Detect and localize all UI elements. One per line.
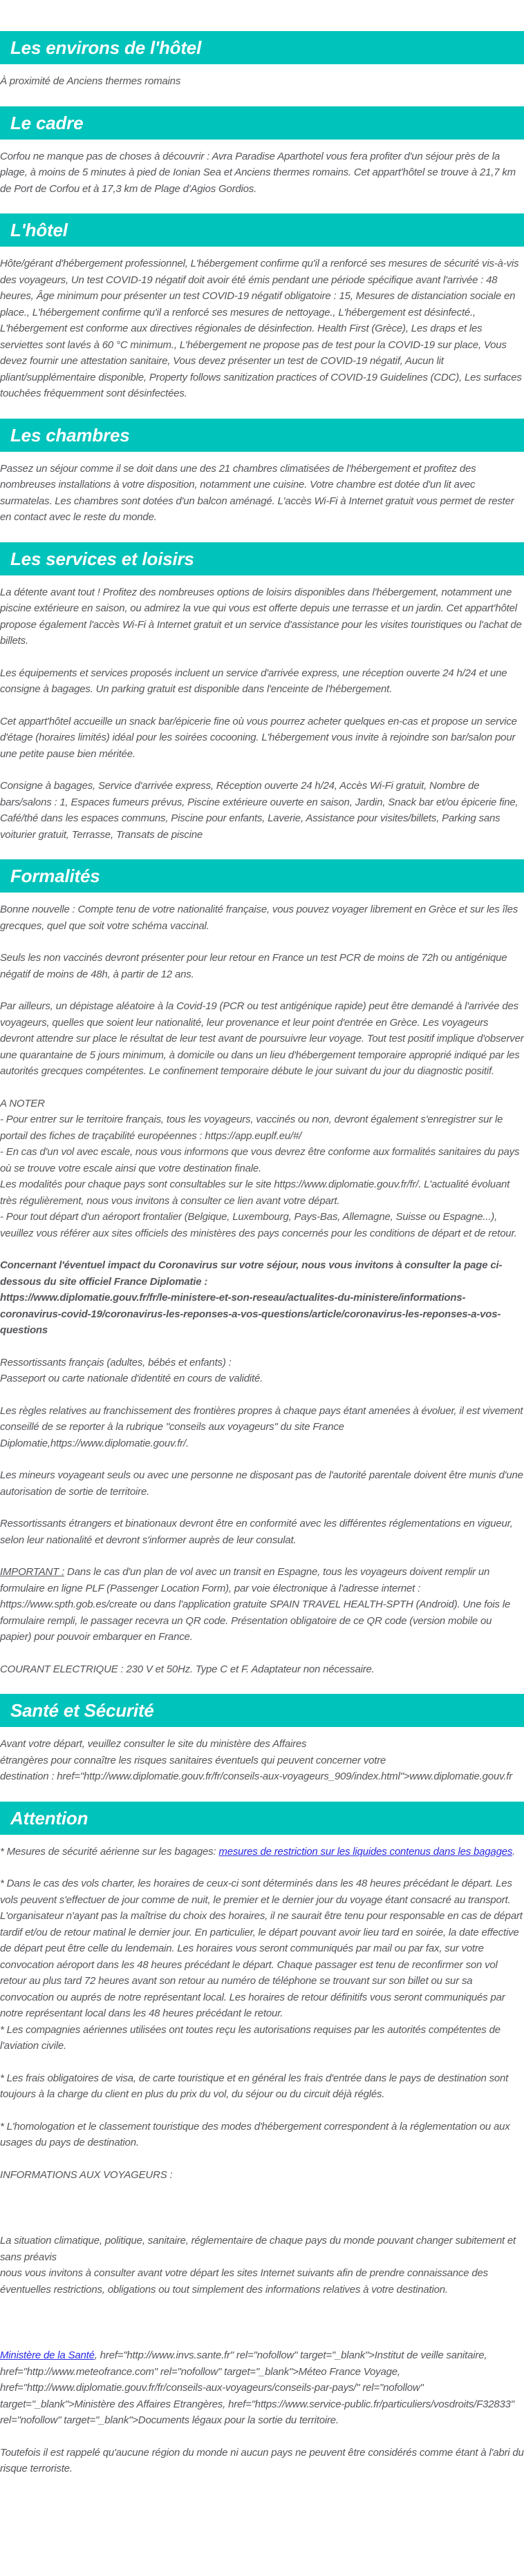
section-title-le-cadre: Le cadre [0, 106, 524, 140]
section-title-attention: Attention [0, 1802, 524, 1835]
affaires-etrangeres-documents-text: href="http://www.diplomatie.gouv.fr/fr/conseils-aux-voyageurs/conseils-par-pays/" rel="nofollow" target="_blank">Ministère des Affaires Etrangères, href="https://www.service-public.fr/particuliers/vosdroits/F32833" rel="nofollow" target="_blank">Documents légaux pour la sortie du territoire. [0, 2382, 514, 2426]
a-noter-modalites-line: Les modalités pour chaque pays sont consultables sur le site https://www.diplomatie.gouv.fr/fr/. L'actualité évoluant très régulièrement, nous vous invitons à consulter ce lien avant votre départ. [0, 1179, 510, 1207]
visa-fees-text: * Les frais obligatoires de visa, de carte touristique et en général les frais d'entrée dans le pays de destination sont toujours à la charge du client en plus du prix du vol, du séjour ou du circuit déjà réglés. [0, 2072, 509, 2100]
coronavirus-impact-text: Concernant l'éventuel impact du Coronavirus sur votre séjour, nous vous invitons à consulter la page ci-dessous du site officiel France Diplomatie : [0, 1259, 503, 1288]
mineurs-text: Les mineurs voyageant seuls ou avec une personne ne disposant pas de l'autorité parentale doivent être munis d'une autorisation de sortie de territoire. [0, 1469, 523, 1498]
traveler-links-block [0, 2347, 524, 2429]
a-noter-aeroport-frontalier-line: - Pour tout départ d'un aéroport frontalier (Belgique, Luxembourg, Pays-Bas, Allemagne, Suisse ou Espagne...), veuillez vous référer aux sites officiels des ministères des pays concernés pour les conditions de départ et de retour. [0, 1211, 517, 1239]
sante-advisory-line3: destination : href="http://www.diplomatie.gouv.fr/fr/conseils-aux-voyageurs_909/index.html">www.diplomatie.gouv.fr [0, 1771, 513, 1782]
important-spain-transit-paragraph [0, 1564, 524, 1645]
ministere-sante-link[interactable]: Ministère de la Santé [0, 2349, 95, 2361]
section-le-cadre [0, 106, 524, 198]
formalites-a-noter-block [0, 1096, 524, 1242]
section-title-sante-securite: Santé et Sécurité [0, 1694, 524, 1727]
section-formalites [0, 859, 524, 1677]
courant-electrique-text: COURANT ELECTRIQUE : 230 V et 50Hz. Type C et F. Adaptateur non nécessaire. [0, 1663, 375, 1675]
services-amenities-list: Consigne à bagages, Service d'arrivée express, Réception ouverte 24 h/24, Accès Wi-Fi gratuit, Nombre de bars/salons : 1, Espaces fumeurs prévus, Piscine extérieure ouverte en saison, Jardin, Snack bar et/ou épicerie fine, Café/thé dans les espaces communs, Piscine pour enfants, Laverie, Assistance pour visites/billets, Parking sans voiturier gratuit, Terrasse, Transats de piscine [0, 780, 518, 841]
homologation-text: * L'homologation et le classement touristique des modes d'hébergement correspondent à la réglementation ou aux usages du pays de destination. [0, 2120, 510, 2148]
services-snackbar-text: Cet appart'hôtel accueille un snack bar/épicerie fine où vous pourrez acheter quelques en-cas et propose un service d'étage (horaires limités) idéal pour les soirées cocooning. L'hébergement vous invite à rejoindre son bar/salon pour une petite pause bien méritée. [0, 715, 517, 760]
sante-advisory-line2: étrangères pour connaître les risques sanitaires éventuels qui peuvent concerner votre [0, 1754, 386, 1766]
section-title-services-loisirs: Les services et loisirs [0, 542, 524, 575]
regles-frontieres-text: Les règles relatives au franchissement des frontières propres à chaque pays étant amenées à évoluer, il est vivement conseillé de se reporter à la rubrique "conseils aux voyageurs" du site France Diplomatie,https://www.diplomatie.gouv.fr/. [0, 1404, 523, 1449]
baggage-measures-paragraph [0, 1844, 524, 1860]
charter-flights-text: * Dans le cas des vols charter, les horaires de ceux-ci sont déterminés dans les 48 heures précédant le départ. Les vols peuvent s'effectuer de jour comme de nuit, le premier et le dernier jour du voyage étant consacré au transport. L'organisateur n'ayant pas la maîtrise du choix des horaires, il ne saurait être tenu pour responsable en cas de départ tardif et/ou de retour matinal le dernier jour. En particulier, le départ pouvant avoir lieu tard en soirée, la date effective de départ peut être celle du lendemain. Les horaires vous seront communiqués par mail ou par fax, sur votre convocation aéroport dans les 48 heures précédant le départ. Chaque passager est tenu de reconfirmer son vol retour au plus tard 72 heures avant son retour au numéro de téléphone se trouvant sur son billet ou sur sa convocation ou auprés de notre représentant local. Les horaires de retour définitifs vous seront communiqués par notre représentant local dans les 48 heures précédant le retour. [0, 1878, 523, 2019]
services-equipment-text: Les équipements et services proposés incluent un service d'arrivée express, une réception ouverte 24 h/24 et une consigne à bagages. Un parking gratuit est disponible dans l'enceinte de l'hébergement. [0, 667, 507, 695]
section-title-les-environs: Les environs de l'hôtel [0, 31, 524, 64]
section-title-hotel: L'hôtel [0, 213, 524, 247]
formalites-depistage-text: Par ailleurs, un dépistage aléatoire à la Covid-19 (PCR ou test antigénique rapide) peut être demandé à l'arrivée des voyageurs, quelles que soient leur nationalité, leur provenance et leur point d'entrée en Grèce. Les voyageurs devront attendre sur place le résultat de leur test avant de poursuivre leur voyage. Tout test positif implique d'observer une quarantaine de 5 jours minimum, à domicile ou dans un lieu d'hébergement temporaire approprié indiqué par les autorités grecques compétentes. Le confinement temporaire débute le jour suivant du jour du diagnostic positif. [0, 1000, 524, 1077]
chambres-text: Passez un séjour comme il se doit dans une des 21 chambres climatisées de l'hébergement et profitez des nombreuses installations à votre disposition, notamment une cuisine. Votre chambre est dotée d'un lit avec surmatelas. Les chambres sont dotées d'un balcon aménagé. L'accès Wi-Fi à Internet gratuit vous permet de rester en contact avec le reste du monde. [0, 462, 514, 523]
coronavirus-impact-url: https://www.diplomatie.gouv.fr/fr/le-ministere-et-son-reseau/actualites-du-ministere/informations-coronavirus-covid-19/coronavirus-les-reponses-a-vos-questions/article/coronavirus-les-reponses-a-vos-questions [0, 1292, 501, 1336]
cadre-text: Corfou ne manque pas de choses à découvrir : Avra Paradise Aparthotel vous fera profiter d'un séjour près de la plage, à moins de 5 minutes à pied de Ionian Sea et Anciens thermes romains. Cet appart'hôtel se trouve à 21,7 km de Port de Corfou et à 17,3 km de Plage d'Agios Gordios. [0, 150, 516, 195]
airlines-authorizations-text: * Les compagnies aériennes utilisées ont toutes reçu les autorisations requises par les autorités compétentes de l'aviation civile. [0, 2023, 500, 2052]
ressortissants-francais-block [0, 1355, 524, 1387]
section-sante-securite [0, 1694, 524, 1785]
sante-advisory-line1: Avant votre départ, veuillez consulter le site du ministère des Affaires [0, 1738, 307, 1750]
sante-advisory-block [0, 1736, 524, 1785]
traveler-links-line1 [0, 2347, 524, 2364]
section-hotel [0, 213, 524, 402]
formalites-test-retour-text: Seuls les non vaccinés devront présenter pour leur retour en France un test PCR de moins de 72h ou antigénique négatif de moins de 48h, à partir de 12 ans. [0, 952, 507, 980]
coronavirus-impact-block [0, 1257, 524, 1339]
situation-pays-line1: La situation climatique, politique, sanitaire, réglementaire de chaque pays du monde pouvant changer subitement et sans préavis [0, 2235, 516, 2263]
section-attention [0, 1802, 524, 2477]
ressortissants-etrangers-text: Ressortissants étrangers et binationaux devront être en conformité avec les différentes réglementations en vigueur, selon leur nationalité et devront s'informer auprès de leur consulat. [0, 1518, 513, 1546]
a-noter-portail-line: - Pour entrer sur le territoire français, tous les voyageurs, vaccinés ou non, devront également s'enregistrer sur le portail des fiches de traçabilité européennes : https://app.euplf.eu/#/ [0, 1114, 503, 1142]
situation-pays-block [0, 2233, 524, 2298]
liquids-restriction-link[interactable]: mesures de restriction sur les liquides contenus dans les bagages [218, 1845, 513, 1858]
section-title-formalites: Formalités [0, 859, 524, 893]
baggage-measures-prefix: * Mesures de sécurité aérienne sur les bagages: [0, 1845, 219, 1858]
situation-pays-line2: nous vous invitons à consulter avant votre départ les sites Internet suivants afin de prendre connaissance des éventuelles restrictions, obligations ou tout simplement des informations relatives à votre destination. [0, 2267, 488, 2296]
baggage-measures-suffix: . [512, 1845, 516, 1858]
risque-terroriste-text: Toutefois il est rappelé qu'aucune région du monde ni aucun pays ne peuvent être considérés comme étant à l'abri du risque terroriste. [0, 2446, 524, 2474]
important-label: IMPORTANT : [0, 1566, 65, 1578]
a-noter-escale-line: - En cas d'un vol avec escale, nous vous informons que vous devrez être conforme aux formalités sanitaires du pays où se trouve votre escale ainsi que votre destination finale. [0, 1146, 520, 1174]
services-leisure-text: La détente avant tout ! Profitez des nombreuses options de loisirs disponibles dans l'hébergement, notamment une piscine extérieure en saison, ou admirez la vue qui vous est offerte depuis une terrasse et un jardin. Cet appart'hôtel propose également l'accès Wi-Fi à Internet gratuit et un service d'assistance pour les visites touristiques ou l'achat de billets. [0, 586, 522, 647]
section-services-loisirs [0, 542, 524, 843]
important-body: Dans le cas d'un plan de vol avec un transit en Espagne, tous les voyageurs doivent remplir un formulaire en ligne PLF (Passenger Location Form), par voie électronique à l'adresse internet : https://www.spth.gob.es/create ou dans l'application gratuite SPAIN TRAVEL HEALTH-SPTH (Android). Une fois le formulaire rempli, le passager recevra un QR code. Présentation obligatoire de ce QR code (version mobile ou papier) pour pouvoir embarquer en France. [0, 1566, 511, 1643]
environs-text: À proximité de Anciens thermes romains [0, 75, 181, 87]
institut-veille-sanitaire-text: , href="http://www.invs.sante.fr" rel="nofollow" target="_blank">Institut de veille sanitaire, [94, 2349, 487, 2361]
a-noter-heading: A NOTER [0, 1097, 45, 1109]
section-les-environs [0, 31, 524, 90]
informations-voyageurs-heading: INFORMATIONS AUX VOYAGEURS : [0, 2168, 173, 2181]
meteo-france-text: href="http://www.meteofrance.com" rel="nofollow" target="_blank">Méteo France Voyage, [0, 2365, 400, 2378]
ressortissants-francais-heading: Ressortissants français (adultes, bébés et enfants) : [0, 1356, 232, 1368]
ressortissants-francais-passeport-line: Passeport ou carte nationale d'identité en cours de validité. [0, 1373, 263, 1384]
section-les-chambres [0, 419, 524, 526]
section-title-les-chambres: Les chambres [0, 419, 524, 452]
hotel-covid-measures-text: Hôte/gérant d'hébergement professionnel, L'hébergement confirme qu'il a renforcé ses mesures de sécurité vis-à-vis des voyageurs, Un test COVID-19 négatif doit avoir été émis pendant une période spécifique avant l'arrivée : 48 heures, Âge minimum pour présenter un test COVID-19 négatif obligatoire : 15, Mesures de distanciation sociale en place., L'hébergement confirme qu'il a renforcé ses mesures de nettoyage., L'hébergement est désinfecté., L'hébergement est conforme aux directives régionales de désinfection. Health First (Grèce), Les draps et les serviettes sont lavés à 60 °C minimum., L'hébergement ne propose pas de test pour la COVID-19 sur place, Vous devez fournir une attestation sanitaire, Vous devez présenter un test de COVID-19 négatif, Aucun lit pliant/supplémentaire disponible, Property follows sanitization practices of COVID-19 Guidelines (CDC), Les surfaces touchées fréquemment sont désinfectées. [0, 258, 522, 399]
formalites-bonne-nouvelle-text: Bonne nouvelle : Compte tenu de votre nationalité française, vous pouvez voyager librement en Grèce et sur les îles grecques, quel que soit votre schéma vaccinal. [0, 904, 518, 932]
charter-flights-block [0, 1876, 524, 2054]
